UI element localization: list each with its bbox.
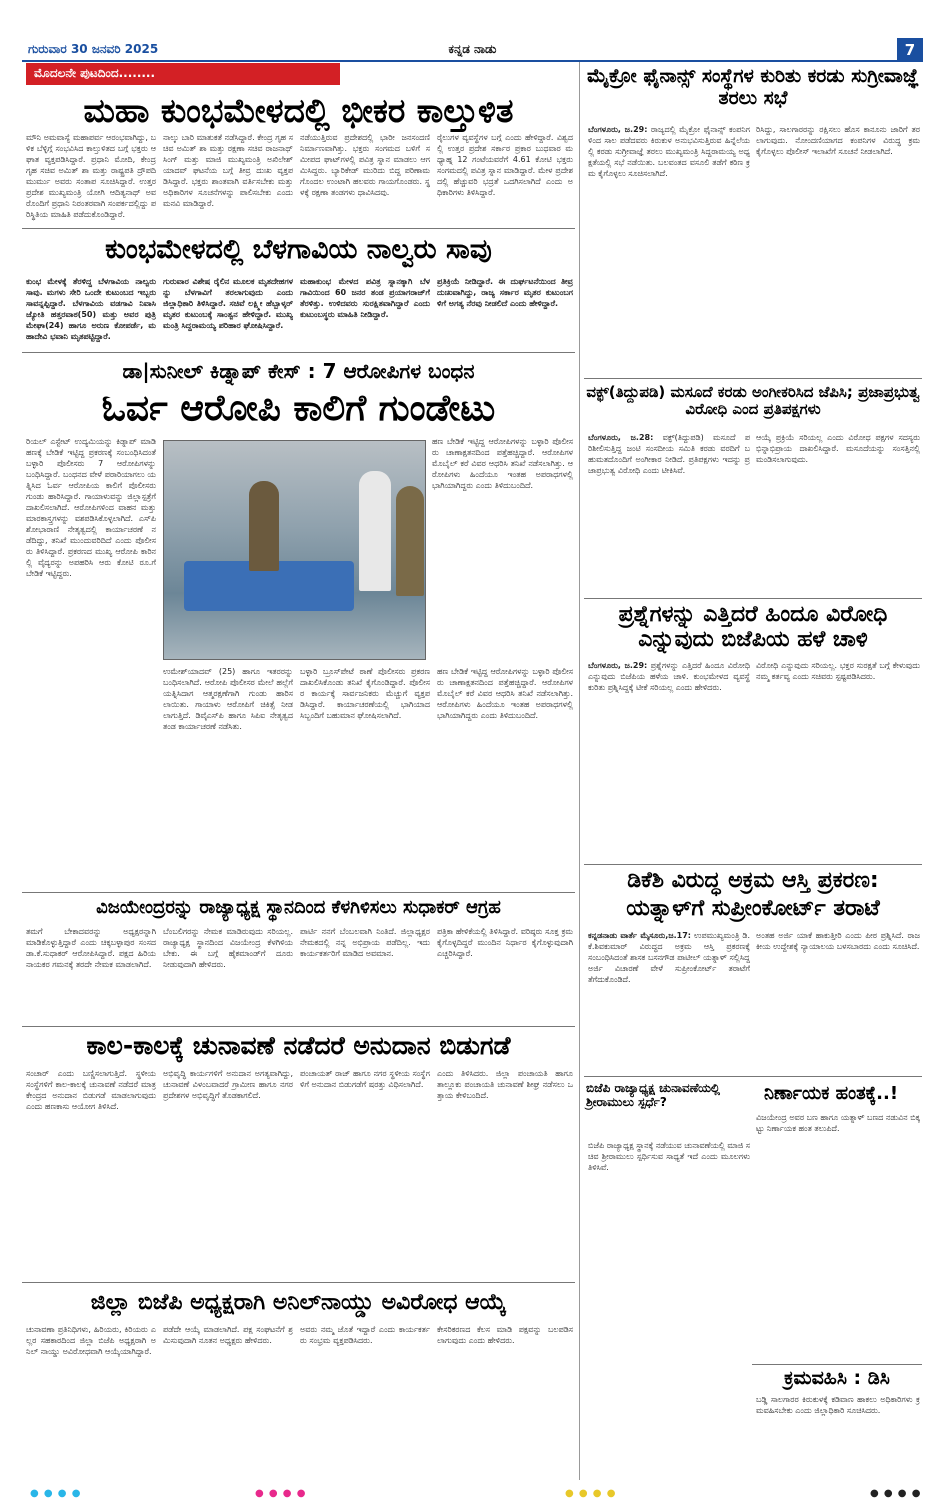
divider — [22, 1026, 575, 1027]
article-sriramulu: ಬಿಜೆಪಿ ರಾಜ್ಯಾಧ್ಯಕ್ಷ ಸ್ಥಾನಕ್ಕೆ ನಡೆಯುವ ಚುನಾವಣೆಯಲ್ಲಿ ಮಾಜಿ ಸಚಿವ ಶ್ರೀರಾಮುಲು ಸ್ಪರ್ಧಿಸುವ ಸಾಧ್ಯತೆ ಇದೆ ಎಂದು ಮೂಲಗಳು ತಿಳಿಸಿವೆ. — [588, 1141, 750, 1172]
article-elect-col1: ಸಂಚಾರ್ ಎಂದು ಬಣ್ಣಿಸಲಾಗುತ್ತಿದೆ. ಸ್ಥಳೀಯ ಸಂಸ್ಥೆಗಳಿಗೆ ಕಾಲ-ಕಾಲಕ್ಕೆ ಚುನಾವಣೆ ನಡೆದರೆ ಮಾತ್ರ ಕೇಂದ್ರದ ಅನುದಾನ ಬಿಡುಗಡೆ ಮಾಡಲಾಗುವುದು ಎಂದು ಹಣಕಾಸು ಆಯೋಗ ತಿಳಿಸಿದೆ. — [26, 1069, 156, 1111]
doctor-figure — [359, 471, 391, 591]
headline-kidnap-sub: ಡಾ|ಸುನೀಲ್ ಕಿಡ್ನಾಪ್ ಕೇಸ್ : 7 ಆರೋಪಿಗಳ ಬಂಧನ — [122, 359, 475, 383]
headline-hindu: ಪ್ರಶ್ನೆಗಳನ್ನು ಎತ್ತಿದರೆ ಹಿಂದೂ ವಿರೋಧಿ ಎನ್ನುವುದು ಬಿಜೆಪಿಯ ಹಳೆ ಚಾಳಿ — [618, 602, 888, 653]
byline-hindu: ಬೆಂಗಳೂರು, ಜ.29: — [588, 661, 648, 670]
article-dc: ಬಡ್ಡಿ ಸಾಲಗಾರರ ಕಿರುಕುಳಕ್ಕೆ ಕಡಿವಾಣ ಹಾಕಲು ಅಧಿಕಾರಿಗಳು ಕ್ರಮವಹಿಸಬೇಕು ಎಂದು ಜಿಲ್ಲಾಧಿಕಾರಿ ಸೂಚಿಸಿದರು. — [756, 1395, 920, 1415]
article-decisive: ವಿಜಯೇಂದ್ರ ಅವರ ಬಣ ಹಾಗೂ ಯತ್ನಾಳ್ ಬಣದ ನಡುವಿನ ಬಿಕ್ಕಟ್ಟು ನಿರ್ಣಾಯಕ ಹಂತ ತಲುಪಿದೆ. — [756, 1113, 920, 1133]
headline-election-grant: ಕಾಲ-ಕಾಲಕ್ಕೆ ಚುನಾವಣೆ ನಡೆದರೆ ಅನುದಾನ ಬಿಡುಗಡೆ — [86, 1031, 511, 1060]
divider — [752, 1364, 922, 1365]
article-dks-col1: ಕನ್ನಡನಾಡು ವಾರ್ತೆ ಮೈಸೂರು,ಜ.17: ಉಪಮುಖ್ಯಮಂತ್ರಿ ಡಿ.ಕೆ.ಶಿವಕುಮಾರ್ ವಿರುದ್ಧದ ಅಕ್ರಮ ಆಸ್ತಿ ಪ್ರಕರಣಕ್ಕೆ ಸಂಬಂಧಿಸಿದಂತೆ ಶಾಸಕ ಬಸನಗೌಡ ಪಾಟೀಲ್ ಯತ್ನಾಳ್ ಸಲ್ಲಿಸಿದ್ದ ಅರ್ಜಿ ವಿಚಾರಣೆ ವೇಳೆ ಸುಪ್ರೀಂಕೋರ್ಟ್ ತರಾಟೆಗೆ ತೆಗೆದುಕೊಂಡಿದೆ. — [588, 931, 750, 984]
article-kumbh-col1: ಮೌನಿ ಅಮವಾಸ್ಯೆ ಮಹಾಪರ್ವ ಆರಂಭವಾಗಿದ್ದು, ಬಳಿಕ ಬೆಳ್ಳಿಗ್ಗೆ ಸಂಭವಿಸಿದ ಕಾಲ್ತುಳಿತದ ಬಗ್ಗೆ ಭಕ್ತರು ಆಘಾತ ವ್ಯಕ್ತಪಡಿಸಿದ್ದಾರೆ. ಪ್ರಧಾನಿ ಮೋದಿ, ಕೇಂದ್ರ ಗೃಹ ಸಚಿವ ಅಮಿತ್ ಶಾ ಮತ್ತು ರಾಷ್ಟ್ರಪತಿ ದ್ರೌಪದಿ ಮುರ್ಮು ಅವರು ಸಂತಾಪ ಸೂಚಿಸಿದ್ದಾರೆ. ಉತ್ತರ ಪ್ರದೇಶ ಮುಖ್ಯಮಂತ್ರಿ ಯೋಗಿ ಆದಿತ್ಯನಾಥ್ ಅವರೊಂದಿಗೆ ಪ್ರಧಾನಿ ನಿರಂತರವಾಗಿ ಸಂಪರ್ಕದಲ್ಲಿದ್ದು ಪರಿಸ್ಥಿತಿಯ ಮಾಹಿತಿ ಪಡೆದುಕೊಂಡಿದ್ದಾರೆ. — [26, 133, 156, 219]
divider — [584, 378, 922, 379]
article-anil-col4: ಕೇಸರಿಕರಣದ ಕೆಲಸ ಮಾಡಿ ಪಕ್ಷವನ್ನು ಬಲಪಡಿಸಲಾಗುವುದು ಎಂದು ಹೇಳಿದರು. — [437, 1325, 573, 1345]
headline-microfinance: ಮೈಕ್ರೋ ಫೈನಾನ್ಸ್ ಸಂಸ್ಥೆಗಳ ಕುರಿತು ಕರಡು ಸುಗ್ರೀವಾಜ್ಞೆ ತರಲು ಸಭೆ — [586, 65, 919, 109]
article-micro-col1: ಬೆಂಗಳೂರು, ಜ.29: ರಾಜ್ಯದಲ್ಲಿ ಮೈಕ್ರೋ ಫೈನಾನ್ಸ್ ಕಂಪನಿಗಳಿಂದ ಸಾಲ ಪಡೆದವರು ಕಿರುಕುಳ ಅನುಭವಿಸುತ್ತಿರುವ ಹಿನ್ನೆಲೆಯಲ್ಲಿ ಕರಡು ಸುಗ್ರೀವಾಜ್ಞೆ ತರಲು ಮುಖ್ಯಮಂತ್ರಿ ಸಿದ್ದರಾಮಯ್ಯ ಅಧ್ಯಕ್ಷತೆಯಲ್ಲಿ ಸಭೆ ನಡೆಯಿತು. ಬಲವಂತದ ವಸೂಲಿ ತಡೆಗೆ ಕಠಿಣ ಕ್ರಮ ಕೈಗೊಳ್ಳಲು ಸೂಚಿಸಲಾಗಿದೆ. — [588, 125, 750, 178]
article-kidnap-col4-top: ಹಣ ಬೇಡಿಕೆ ಇಟ್ಟಿದ್ದ ಆರೋಪಿಗಳನ್ನು ಬಳ್ಳಾರಿ ಪೊಲೀಸರು ಚಾಣಾಕ್ಷತನದಿಂದ ಪತ್ತೆಹಚ್ಚಿದ್ದಾರೆ. ಆರೋಪಿಗಳ ಮೊಬೈಲ್ ಕರೆ ವಿವರ ಆಧರಿಸಿ ತನಿಖೆ ನಡೆಸಲಾಗಿತ್ತು. ಆರೋಪಿಗಳು ಹಿಂದೆಯೂ ಇಂತಹ ಅಪರಾಧಗಳಲ್ಲಿ ಭಾಗಿಯಾಗಿದ್ದರು ಎಂದು ತಿಳಿದುಬಂದಿದೆ. — [432, 437, 573, 490]
article-anil-col3: ಅವರು ನಮ್ಮ ಜೊತೆ ಇದ್ದಾರೆ ಎಂದು ಕಾರ್ಯಕರ್ತರು ಸಂಭ್ರಮ ವ್ಯಕ್ತಪಡಿಸಿದರು. — [300, 1325, 430, 1345]
headline-dks-case-2: ಯತ್ನಾಳ್‌ಗೆ ಸುಪ್ರೀಂಕೋರ್ಟ್ ತರಾಟೆ — [626, 896, 880, 921]
officer-figure — [249, 481, 279, 571]
article-waqf-col1: ಬೆಂಗಳೂರು, ಜ.28: ವಕ್ಫ್(ತಿದ್ದುಪಡಿ) ಮಸೂದೆ ಪರಿಶೀಲಿಸುತ್ತಿದ್ದ ಜಂಟಿ ಸಂಸದೀಯ ಸಮಿತಿ ಕರಡು ವರದಿಗೆ ಬಹುಮತದೊಂದಿಗೆ ಅಂಗೀಕಾರ ನೀಡಿದೆ. ಪ್ರತಿಪಕ್ಷಗಳು ಇದನ್ನು ಪ್ರಜಾಪ್ರಭುತ್ವ ವಿರೋಧಿ ಎಂದು ಟೀಕಿಸಿವೆ. — [588, 433, 750, 475]
divider — [22, 892, 575, 893]
article-dks-col2: ಅಂತಹ ಅರ್ಜಿ ಯಾಕೆ ಹಾಕುತ್ತೀರಿ ಎಂದು ಪೀಠ ಪ್ರಶ್ನಿಸಿದೆ. ರಾಜಕೀಯ ಉದ್ದೇಶಕ್ಕೆ ನ್ಯಾಯಾಲಯ ಬಳಸಬಾರದು ಎಂದು ಸೂಚಿಸಿದೆ. — [756, 931, 920, 951]
divider — [584, 1076, 922, 1077]
article-kidnap-col4: ಹಣ ಬೇಡಿಕೆ ಇಟ್ಟಿದ್ದ ಆರೋಪಿಗಳನ್ನು ಬಳ್ಳಾರಿ ಪೊಲೀಸರು ಚಾಣಾಕ್ಷತನದಿಂದ ಪತ್ತೆಹಚ್ಚಿದ್ದಾರೆ. ಆರೋಪಿಗಳ ಮೊಬೈಲ್ ಕರೆ ವಿವರ ಆಧರಿಸಿ ತನಿಖೆ ನಡೆಸಲಾಗಿತ್ತು. ಆರೋಪಿಗಳು ಹಿಂದೆಯೂ ಇಂತಹ ಅಪರಾಧಗಳಲ್ಲಿ ಭಾಗಿಯಾಗಿದ್ದರು ಎಂದು ತಿಳಿದುಬಂದಿದೆ. — [437, 667, 573, 720]
divider — [22, 228, 575, 229]
print-registration-marks: ● ● ● ● — [565, 1488, 617, 1499]
column-separator — [579, 62, 580, 1480]
print-registration-marks: ● ● ● ● — [255, 1488, 307, 1499]
headline-waqf: ವಕ್ಫ್(ತಿದ್ದುಪಡಿ) ಮಸೂದೆ ಕರಡು ಅಂಗೀಕರಿಸಿದ ಜೆಪಿಸಿ; ಪ್ರಜಾಪ್ರಭುತ್ವ ವಿರೋಧಿ ಎಂದ ಪ್ರತಿಪಕ್ಷಗಳು — [586, 383, 920, 419]
divider — [22, 1282, 575, 1283]
continued-from-front-tag: ಮೊದಲನೇ ಪುಟದಿಂದ........ — [26, 63, 340, 85]
divider — [584, 864, 922, 865]
headline-belagavi-deaths: ಕುಂಭಮೇಳದಲ್ಲಿ ಬೆಳಗಾವಿಯ ನಾಲ್ವರು ಸಾವು — [105, 234, 492, 265]
article-hindu-col1: ಬೆಂಗಳೂರು, ಜ.29: ಪ್ರಶ್ನೆಗಳನ್ನು ಎತ್ತಿದರೆ ಹಿಂದೂ ವಿರೋಧಿ ಎನ್ನುವುದು ಬಿಜೆಪಿಯ ಹಳೆಯ ಚಾಳಿ. ಕುಂಭಮೇಳದ ವ್ಯವಸ್ಥೆ ಕುರಿತು ಪ್ರಶ್ನಿಸಿದ್ದಕ್ಕೆ ಟೀಕೆ ಸರಿಯಲ್ಲ ಎಂದು ಹೇಳಿದರು. — [588, 661, 750, 692]
article-micro-col2: ರಿಸಿದ್ದು, ಸಾಲಗಾರರನ್ನು ರಕ್ಷಿಸಲು ಹೊಸ ಕಾನೂನು ಜಾರಿಗೆ ತರಲಾಗುವುದು. ನೋಂದಣಿಯಾಗದ ಕಂಪನಿಗಳ ವಿರುದ್ಧ ಕ್ರಮ ಕೈಗೊಳ್ಳಲು ಪೊಲೀಸ್ ಇಲಾಖೆಗೆ ಸೂಚನೆ ನೀಡಲಾಗಿದೆ. — [756, 125, 920, 156]
page-header — [22, 38, 923, 62]
byline-waqf: ಬೆಂಗಳೂರು, ಜ.28: — [588, 433, 654, 442]
article-kumbh-col4: ರೈಲುಗಳ ವ್ಯವಸ್ಥೆಗಳ ಬಗ್ಗೆ ಎಂದು ಹೇಳಿದ್ದಾರೆ. ವಿಶ್ವದಲ್ಲಿ ಉತ್ತರ ಪ್ರದೇಶ ಸರ್ಕಾರ ಪ್ರಕಾರ ಬುಧವಾರ ಮಧ್ಯಾಹ್ನ 12 ಗಂಟೆಯವರೆಗೆ 4.61 ಕೋಟಿ ಭಕ್ತರು ಸಂಗಮದಲ್ಲಿ ಪವಿತ್ರ ಸ್ನಾನ ಮಾಡಿದ್ದಾರೆ. ಮೇಳ ಪ್ರದೇಶದಲ್ಲಿ ಹೆಚ್ಚುವರಿ ಭದ್ರತೆ ಒದಗಿಸಲಾಗಿದೆ ಎಂದು ಅಧಿಕಾರಿಗಳು ತಿಳಿಸಿದ್ದಾರೆ. — [437, 133, 573, 197]
article-kumbh-col3: ನಡೆಯುತ್ತಿರುವ ಪ್ರದೇಶದಲ್ಲಿ ಭಾರೀ ಜನಸಂದಣಿ ನಿರ್ಮಾಣವಾಗಿತ್ತು. ಭಕ್ತರು ಸಂಗಮದ ಬಳಿಗೆ ಸಮೀಪದ ಘಾಟ್‌ಗಳಲ್ಲಿ ಪವಿತ್ರ ಸ್ನಾನ ಮಾಡಲು ಆಗಮಿಸಿದ್ದರು. ಬ್ಯಾರಿಕೇಡ್ ಮುರಿದು ಬಿದ್ದ ಪರಿಣಾಮ ಗೊಂದಲ ಉಂಟಾಗಿ ಹಲವರು ಗಾಯಗೊಂಡರು. ಸ್ಥಳಕ್ಕೆ ರಕ್ಷಣಾ ತಂಡಗಳು ಧಾವಿಸಿದವು. — [300, 133, 430, 197]
byline-dks: ಕನ್ನಡನಾಡು ವಾರ್ತೆ ಮೈಸೂರು,ಜ.17: — [588, 931, 692, 940]
article-vijay-col1: ತಮಗೆ ಬೇಕಾದವರನ್ನು ಅಧ್ಯಕ್ಷರನ್ನಾಗಿ ಮಾಡಿಕೊಳ್ಳುತ್ತಿದ್ದಾರೆ ಎಂದು ಚಿಕ್ಕಬಳ್ಳಾಪುರ ಸಂಸದ ಡಾ.ಕೆ.ಸುಧಾಕರ್ ಆರೋಪಿಸಿದ್ದಾರೆ. ಪಕ್ಷದ ಹಿರಿಯ ನಾಯಕರ ಗಮನಕ್ಕೆ ತರದೇ ನೇಮಕ ಮಾಡಲಾಗಿದೆ. — [26, 927, 156, 969]
print-registration-marks: ● ● ● ● — [30, 1488, 82, 1499]
hospital-photo — [163, 440, 426, 660]
print-registration-marks: ● ● ● ● — [870, 1488, 922, 1499]
officer-figure — [396, 486, 424, 596]
page-number: 7 — [897, 38, 923, 62]
article-belagavi-col2: ಗುರುವಾರ ವಿಶೇಷ ರೈಲಿನ ಮೂಲಕ ಮೃತದೇಹಗಳನ್ನು ಬೆಳಗಾವಿಗೆ ತರಲಾಗುವುದು ಎಂದು ಜಿಲ್ಲಾಧಿಕಾರಿ ತಿಳಿಸಿದ್ದಾರೆ. ಸಚಿವೆ ಲಕ್ಷ್ಮೀ ಹೆಬ್ಬಾಳ್ಕರ್ ಮೃತರ ಕುಟುಂಬಕ್ಕೆ ಸಾಂತ್ವನ ಹೇಳಿದ್ದಾರೆ. ಮುಖ್ಯಮಂತ್ರಿ ಸಿದ್ದರಾಮಯ್ಯ ಪರಿಹಾರ ಘೋಷಿಸಿದ್ದಾರೆ. — [163, 277, 293, 330]
article-kidnap-col2: ಉಮೇಶ್‌ಯಾದವ್ (25) ಹಾಗೂ ಇತರರನ್ನು ಬಂಧಿಸಲಾಗಿದೆ. ಆರೋಪಿ ಪೊಲೀಸರ ಮೇಲೆ ಹಲ್ಲೆಗೆ ಯತ್ನಿಸಿದಾಗ ಆತ್ಮರಕ್ಷಣೆಗಾಗಿ ಗುಂಡು ಹಾರಿಸಲಾಯಿತು. ಗಾಯಾಳು ಆರೋಪಿಗೆ ಚಿಕಿತ್ಸೆ ನೀಡಲಾಗುತ್ತಿದೆ. ಡಿವೈಎಸ್‌ಪಿ ಹಾಗೂ ಸಿಪಿಐ ನೇತೃತ್ವದ ತಂಡ ಕಾರ್ಯಾಚರಣೆ ನಡೆಸಿತು. — [163, 667, 293, 731]
article-anil-col1: ಚುನಾವಣಾ ಪ್ರತಿನಿಧಿಗಳು, ಹಿರಿಯರು, ಕಿರಿಯರು ಎಲ್ಲರ ಸಹಕಾರದಿಂದ ಜಿಲ್ಲಾ ಬಿಜೆಪಿ ಅಧ್ಯಕ್ಷರಾಗಿ ಅನಿಲ್ ನಾಯ್ಡು ಅವಿರೋಧವಾಗಿ ಆಯ್ಕೆಯಾಗಿದ್ದಾರೆ. — [26, 1325, 156, 1356]
article-belagavi-col4: ಪ್ರತಿಕ್ರಿಯೆ ನೀಡಿದ್ದಾರೆ. ಈ ದುರ್ಘಟನೆಯಿಂದ ತೀವ್ರ ದುಃಖವಾಗಿದ್ದು, ರಾಜ್ಯ ಸರ್ಕಾರ ಮೃತರ ಕುಟುಂಬಗಳಿಗೆ ಅಗತ್ಯ ನೆರವು ನೀಡಲಿದೆ ಎಂದು ಹೇಳಿದ್ದಾರೆ. — [437, 277, 573, 308]
divider — [22, 352, 575, 353]
article-vijay-col3: ಪಾರ್ಟಿ ನನಗೆ ಬೆಂಬಲವಾಗಿ ನಿಂತಿದೆ. ಜಿಲ್ಲಾಧ್ಯಕ್ಷರ ನೇಮಕದಲ್ಲಿ ನನ್ನ ಅಭಿಪ್ರಾಯ ಪಡೆದಿಲ್ಲ. ಇದು ಕಾರ್ಯಕರ್ತರಿಗೆ ಮಾಡಿದ ಅವಮಾನ. — [300, 927, 430, 958]
article-kidnap-col1: ರಿಯಲ್ ಎಸ್ಟೇಟ್ ಉದ್ಯಮಿಯನ್ನು ಕಿಡ್ನಾಪ್ ಮಾಡಿ ಹಣಕ್ಕೆ ಬೇಡಿಕೆ ಇಟ್ಟಿದ್ದ ಪ್ರಕರಣಕ್ಕೆ ಸಂಬಂಧಿಸಿದಂತೆ ಬಳ್ಳಾರಿ ಪೊಲೀಸರು 7 ಆರೋಪಿಗಳನ್ನು ಬಂಧಿಸಿದ್ದಾರೆ. ಬಂಧನದ ವೇಳೆ ಪರಾರಿಯಾಗಲು ಯತ್ನಿಸಿದ ಓರ್ವ ಆರೋಪಿಯ ಕಾಲಿಗೆ ಪೊಲೀಸರು ಗುಂಡು ಹಾರಿಸಿದ್ದಾರೆ. ಗಾಯಾಳುವನ್ನು ಜಿಲ್ಲಾಸ್ಪತ್ರೆಗೆ ದಾಖಲಿಸಲಾಗಿದೆ. ಆರೋಪಿಗಳಿಂದ ವಾಹನ ಮತ್ತು ಮಾರಕಾಸ್ತ್ರಗಳನ್ನು ವಶಪಡಿಸಿಕೊಳ್ಳಲಾಗಿದೆ. ಎಸ್‌ಪಿ ಶೋಭಾರಾಣಿ ನೇತೃತ್ವದಲ್ಲಿ ಕಾರ್ಯಾಚರಣೆ ನಡೆದಿದ್ದು, ತನಿಖೆ ಮುಂದುವರಿದಿದೆ ಎಂದು ಪೊಲೀಸರು ತಿಳಿಸಿದ್ದಾರೆ. ಪ್ರಕರಣದ ಮುಖ್ಯ ಆರೋಪಿ ಕಾರಿನಲ್ಲಿ ವೈದ್ಯರನ್ನು ಅಪಹರಿಸಿ ಆರು ಕೋಟಿ ರೂ.ಗೆ ಬೇಡಿಕೆ ಇಟ್ಟಿದ್ದರು. — [26, 437, 156, 578]
masthead: ಕನ್ನಡ ನಾಡು — [448, 42, 497, 56]
article-kumbh-col2: ನಾಲ್ಕು ಬಾರಿ ಮಾತುಕತೆ ನಡೆಸಿದ್ದಾರೆ. ಕೇಂದ್ರ ಗೃಹ ಸಚಿವ ಅಮಿತ್ ಶಾ ಮತ್ತು ರಕ್ಷಣಾ ಸಚಿವ ರಾಜನಾಥ್ ಸಿಂಗ್ ಮತ್ತು ಮಾಜಿ ಮುಖ್ಯಮಂತ್ರಿ ಅಖಿಲೇಶ್ ಯಾದವ್ ಘಟನೆಯ ಬಗ್ಗೆ ತೀವ್ರ ದುಃಖ ವ್ಯಕ್ತಪಡಿಸಿದ್ದಾರೆ. ಭಕ್ತರು ಶಾಂತವಾಗಿ ವರ್ತಿಸಬೇಕು ಮತ್ತು ಅಧಿಕಾರಿಗಳ ಸೂಚನೆಗಳನ್ನು ಪಾಲಿಸಬೇಕು ಎಂದು ಮನವಿ ಮಾಡಿದ್ದಾರೆ. — [163, 133, 293, 208]
headline-vijayendra: ವಿಜಯೇಂದ್ರರನ್ನು ರಾಜ್ಯಾಧ್ಯಕ್ಷ ಸ್ಥಾನದಿಂದ ಕೆಳಗಿಳಿಸಲು ಸುಧಾಕರ್ ಆಗ್ರಹ — [96, 897, 501, 918]
issue-date: ಗುರುವಾರ 30 ಜನವರಿ 2025 — [28, 42, 159, 56]
article-belagavi-col1: ಕುಂಭ ಮೇಳಕ್ಕೆ ತೆರಳಿದ್ದ ಬೆಳಗಾವಿಯ ನಾಲ್ವರು ಸಾವು. ಮಗಳು ಸೇರಿ ಒಂದೇ ಕುಟುಂಬದ ಇಬ್ಬರು ಸಾವನ್ನಪ್ಪಿದ್ದಾರೆ. ಬೆಳಗಾವಿಯ ವಡಗಾವಿ ನಿವಾಸಿ ಜ್ಯೋತಿ ಹತ್ತರವಾಠ(50) ಮತ್ತು ಅವರ ಪುತ್ರಿ ಮೇಘಾ(24) ಹಾಗೂ ಅರುಣ ಕೋಪರ್ಡೆ, ಮಹಾದೇವಿ ಭವಾನಿ ಮೃತಪಟ್ಟಿದ್ದಾರೆ. — [26, 277, 156, 341]
article-anil-col2: ಪಡೆದೇ ಆಯ್ಕೆ ಮಾಡಲಾಗಿದೆ. ಪಕ್ಷ ಸಂಘಟನೆಗೆ ಶ್ರಮಿಸುವುದಾಗಿ ನೂತನ ಅಧ್ಯಕ್ಷರು ಹೇಳಿದರು. — [163, 1325, 293, 1345]
divider — [584, 598, 922, 599]
headline-kidnap-main: ಓರ್ವ ಆರೋಪಿ ಕಾಲಿಗೆ ಗುಂಡೇಟು — [101, 388, 496, 429]
headline-dks-case: ಡಿಕೆಶಿ ವಿರುದ್ಧ ಅಕ್ರಮ ಆಸ್ತಿ ಪ್ರಕರಣ: — [627, 868, 879, 893]
article-vijay-col4: ಪತ್ರಿಕಾ ಹೇಳಿಕೆಯಲ್ಲಿ ತಿಳಿಸಿದ್ದಾರೆ. ವರಿಷ್ಠರು ಸೂಕ್ತ ಕ್ರಮ ಕೈಗೊಳ್ಳದಿದ್ದರೆ ಮುಂದಿನ ನಿರ್ಧಾರ ಕೈಗೊಳ್ಳುವುದಾಗಿ ಎಚ್ಚರಿಸಿದ್ದಾರೆ. — [437, 927, 573, 958]
headline-dc-action: ಕ್ರಮವಹಿಸಿ : ಡಿಸಿ — [784, 1367, 890, 1389]
article-vijay-col2: ಬೆಂಬಲಿಗರನ್ನು ನೇಮಕ ಮಾಡಿರುವುದು ಸರಿಯಲ್ಲ. ರಾಜ್ಯಾಧ್ಯಕ್ಷ ಸ್ಥಾನದಿಂದ ವಿಜಯೇಂದ್ರ ಕೆಳಗಿಳಿಯಬೇಕು. ಈ ಬಗ್ಗೆ ಹೈಕಮಾಂಡ್‌ಗೆ ದೂರು ನೀಡುವುದಾಗಿ ಹೇಳಿದರು. — [163, 927, 293, 969]
headline-district-bjp: ಜಿಲ್ಲಾ ಬಿಜೆಪಿ ಅಧ್ಯಕ್ಷರಾಗಿ ಅನಿಲ್‌ನಾಯ್ಡು ಅವಿರೋಧ ಆಯ್ಕೆ — [90, 1290, 507, 1315]
headline-bjp-state: ಬಿಜೆಪಿ ರಾಜ್ಯಾಧ್ಯಕ್ಷ ಚುನಾವಣೆಯಲ್ಲಿ ಶ್ರೀರಾಮುಲು ಸ್ಪರ್ಧೆ? — [586, 1081, 721, 1109]
headline-decisive: ನಿರ್ಣಾಯಕ ಹಂತಕ್ಕೆ..! — [763, 1083, 899, 1104]
article-waqf-col2: ಆಯ್ಕೆ ಪ್ರಕ್ರಿಯೆ ಸರಿಯಲ್ಲ ಎಂದು ವಿರೋಧ ಪಕ್ಷಗಳ ಸದಸ್ಯರು ಭಿನ್ನಾಭಿಪ್ರಾಯ ದಾಖಲಿಸಿದ್ದಾರೆ. ಮಸೂದೆಯನ್ನು ಸಂಸತ್ತಿನಲ್ಲಿ ಮಂಡಿಸಲಾಗುವುದು. — [756, 433, 920, 464]
article-hindu-col2: ವಿರೋಧಿ ಎನ್ನುವುದು ಸರಿಯಲ್ಲ. ಭಕ್ತರ ಸುರಕ್ಷತೆ ಬಗ್ಗೆ ಕೇಳುವುದು ನಮ್ಮ ಕರ್ತವ್ಯ ಎಂದು ಸಚಿವರು ಸ್ಪಷ್ಟಪಡಿಸಿದರು. — [756, 661, 920, 681]
article-belagavi-col3: ಮಹಾಕುಂಭ ಮೇಳದ ಪವಿತ್ರ ಸ್ನಾನಕ್ಕಾಗಿ ಬೆಳಗಾವಿಯಿಂದ 60 ಜನರ ತಂಡ ಪ್ರಯಾಗರಾಜ್‌ಗೆ ತೆರಳಿತ್ತು. ಉಳಿದವರು ಸುರಕ್ಷಿತವಾಗಿದ್ದಾರೆ ಎಂದು ಕುಟುಂಬಸ್ಥರು ಮಾಹಿತಿ ನೀಡಿದ್ದಾರೆ. — [300, 277, 430, 319]
byline-micro: ಬೆಂಗಳೂರು, ಜ.29: — [588, 125, 648, 134]
article-elect-col4: ಎಂದು ತಿಳಿಸಿದರು. ಜಿಲ್ಲಾ ಪಂಚಾಯತಿ ಹಾಗೂ ತಾಲ್ಲೂಕು ಪಂಚಾಯತಿ ಚುನಾವಣೆ ಶೀಘ್ರ ನಡೆಸಲು ಒತ್ತಾಯ ಕೇಳಿಬಂದಿದೆ. — [437, 1069, 573, 1100]
article-elect-col2: ಅಭಿವೃದ್ಧಿ ಕಾರ್ಯಗಳಿಗೆ ಅನುದಾನ ಅಗತ್ಯವಾಗಿದ್ದು, ಚುನಾವಣೆ ವಿಳಂಬವಾದರೆ ಗ್ರಾಮೀಣ ಹಾಗೂ ನಗರ ಪ್ರದೇಶಗಳ ಅಭಿವೃದ್ಧಿಗೆ ತೊಡಕಾಗಲಿದೆ. — [163, 1069, 293, 1100]
headline-kumbh-stampede: ಮಹಾ ಕುಂಭಮೇಳದಲ್ಲಿ ಭೀಕರ ಕಾಲ್ತುಳಿತ — [83, 91, 514, 130]
article-kidnap-col3: ಬಳ್ಳಾರಿ ಬ್ರೂಸ್‌ಪೇಟೆ ಠಾಣೆ ಪೊಲೀಸರು ಪ್ರಕರಣ ದಾಖಲಿಸಿಕೊಂಡು ತನಿಖೆ ಕೈಗೊಂಡಿದ್ದಾರೆ. ಪೊಲೀಸರ ಕಾರ್ಯಕ್ಕೆ ಸಾರ್ವಜನಿಕರು ಮೆಚ್ಚುಗೆ ವ್ಯಕ್ತಪಡಿಸಿದ್ದಾರೆ. ಕಾರ್ಯಾಚರಣೆಯಲ್ಲಿ ಭಾಗಿಯಾದ ಸಿಬ್ಬಂದಿಗೆ ಬಹುಮಾನ ಘೋಷಿಸಲಾಗಿದೆ. — [300, 667, 430, 720]
article-elect-col3: ಪಂಚಾಯತ್ ರಾಜ್ ಹಾಗೂ ನಗರ ಸ್ಥಳೀಯ ಸಂಸ್ಥೆಗಳಿಗೆ ಅನುದಾನ ಬಿಡುಗಡೆಗೆ ಷರತ್ತು ವಿಧಿಸಲಾಗಿದೆ. — [300, 1069, 430, 1089]
